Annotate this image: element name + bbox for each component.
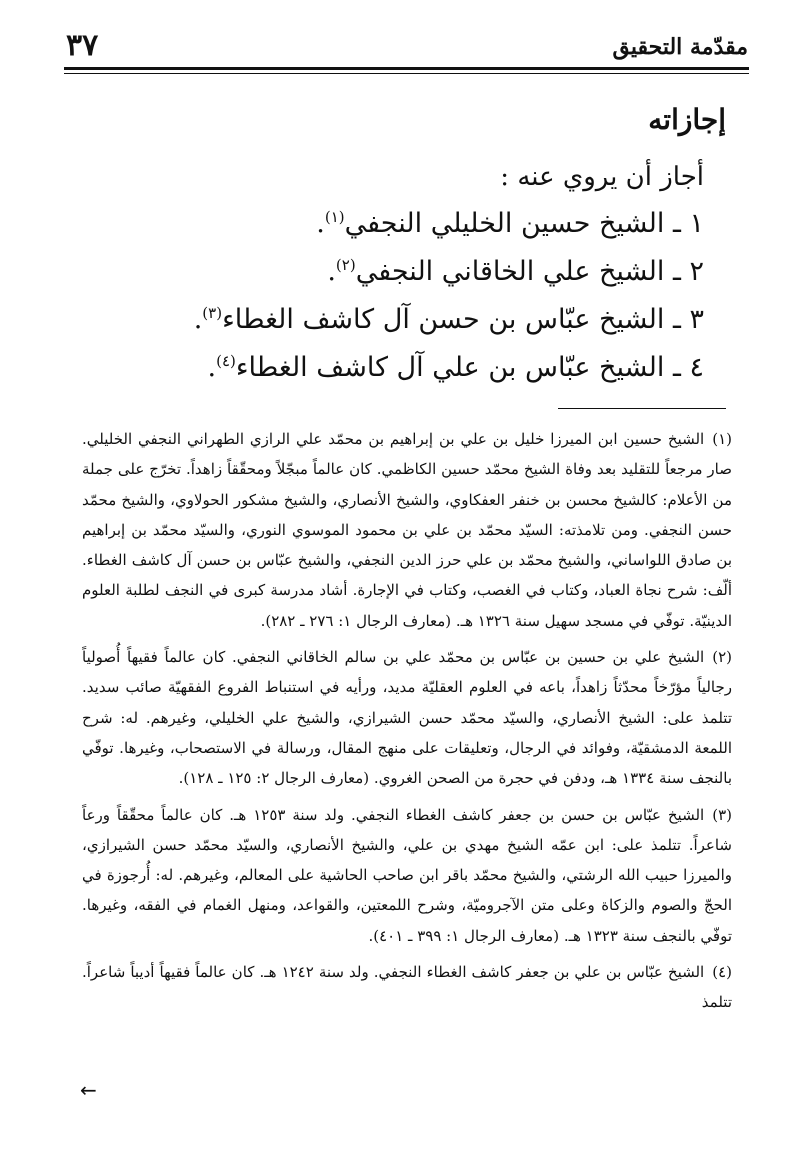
grant-end: . xyxy=(193,304,203,335)
footnote xyxy=(82,800,732,951)
grant-list xyxy=(76,200,726,392)
section-title: إجازاته xyxy=(648,103,726,136)
running-title: مقدّمة التحقيق xyxy=(612,34,748,60)
page-header xyxy=(66,28,748,68)
footnote-ref: (٢) xyxy=(335,256,356,274)
grant-end: . xyxy=(207,352,217,383)
continuation-arrow-icon: ← xyxy=(80,1078,97,1102)
grant-item xyxy=(76,296,704,344)
footnote-number: (٤) xyxy=(712,963,733,982)
footnote-ref: (٤) xyxy=(216,352,236,370)
footnote xyxy=(82,957,732,1018)
footnote-text: الشيخ علي بن حسين بن عبّاس بن محمّد علي بن سالم الخاقاني النجفي. كان عالماً فقيهاً أُصولياً رجالياً مؤرّخاً محدّثاً زاهداً، باعه في العلوم العقليّة مديد، ورأيه في استنباط الفروع الفقهيّة صائب سديد. تتلمذ على: الشيخ الأنصاري، والسيّد محمّد حسن الشيرازي، والشيخ علي الخليلي، وغيرهم. له: شرح اللمعة الدمشقيّة، وفوائد في الرجال، وتعليقات على منهج المقال، ورسالة في الاستصحاب، وغيرها. توفّي بالنجف سنة ١٣٣٤ هـ، ودفن في حجرة من الصحن الغروي. (معارف الرجال ٢: ١٢٥ ـ ١٢٨). xyxy=(82,648,732,788)
grant-item xyxy=(76,200,704,248)
footnote xyxy=(82,424,732,636)
footnote-number: (٢) xyxy=(712,648,732,667)
intro-line: أجاز أن يروي عنه : xyxy=(500,162,704,192)
grant-end: . xyxy=(316,208,325,239)
grant-text: ٤ ـ الشيخ عبّاس بن علي آل كاشف الغطاء xyxy=(235,352,704,383)
grant-item xyxy=(76,248,704,296)
footnote-number: (٣) xyxy=(712,805,732,824)
footnote-text: الشيخ عبّاس بن حسن بن جعفر كاشف الغطاء النجفي. ولد سنة ١٢٥٣ هـ. كان عالماً محقّقاً ورعاً شاعراً. تتلمذ على: ابن عمّه الشيخ مهدي بن علي، والشيخ الأنصاري، والسيّد محمّد حسن الشيرازي، والميرزا حبيب الله الرشتي، والشيخ محمّد باقر ابن صاحب الحاشية على المعالم، وغيرهم. له: أُرجوزة في الحجّ والصوم والزكاة وعلى متن الآجروميّة، وشرح اللمعتين، والقواعد، ومنهل الغمام في الفقه، وغيرها. توفّي بالنجف سنة ١٣٢٣ هـ. (معارف الرجال ١: ٣٩٩ ـ ٤٠١). xyxy=(82,805,732,945)
page-number: ٣٧ xyxy=(66,28,99,63)
grant-text: ٣ ـ الشيخ عبّاس بن حسن آل كاشف الغطاء xyxy=(222,304,704,335)
footnote-number: (١) xyxy=(712,430,732,448)
footnote-ref: (١) xyxy=(324,208,345,226)
footnote-ref: (٣) xyxy=(202,304,223,322)
footnote-separator xyxy=(558,408,726,409)
main-text xyxy=(76,100,726,392)
header-rule-thick xyxy=(64,67,749,70)
grant-item xyxy=(76,344,704,392)
grant-end: . xyxy=(327,256,336,287)
footnote-text: الشيخ حسين ابن الميرزا خليل بن علي بن إبراهيم بن محمّد علي الرازي الطهراني النجفي الخليلي. صار مرجعاً للتقليد بعد وفاة الشيخ محمّد حسين الكاظمي. كان عالماً مبجّلاً ومحقّقاً زاهداً. تخرّج على جملة من الأعلام: كالشيخ محسن بن خنفر العفكاوي، والشيخ الأنصاري، والشيخ مشكور الحولاوي، والشيخ محمّد حسن النجفي. ومن تلامذته: السيّد محمّد بن علي بن محمود الموسوي النوري، والسيّد محمّد بن إبراهيم بن صادق اللواساني، والشيخ محمّد بن علي حرز الدين النجفي، والشيخ عبّاس بن حسن آل كاشف الغطاء. ألّف: شرح نجاة العباد، وكتاب في الغصب، وكتاب في الإجارة. أشاد مدرسة كبرى في النجف لطلبة العلوم الدينيّة. توفّي في مسجد سهيل سنة ١٣٢٦ هـ. (معارف الرجال ١: ٢٧٦ ـ ٢٨٢). xyxy=(82,430,732,630)
footnote xyxy=(82,642,732,793)
grant-text: ٢ ـ الشيخ علي الخاقاني النجفي xyxy=(355,256,704,287)
footnotes xyxy=(82,424,732,1024)
footnote-text: الشيخ عبّاس بن علي بن جعفر كاشف الغطاء النجفي. ولد سنة ١٢٤٢ هـ. كان عالماً فقيهاً أديباً شاعراً. تتلمذ xyxy=(82,963,732,1012)
grant-text: ١ ـ الشيخ حسين الخليلي النجفي xyxy=(344,208,704,239)
header-rule-thin xyxy=(64,73,749,74)
